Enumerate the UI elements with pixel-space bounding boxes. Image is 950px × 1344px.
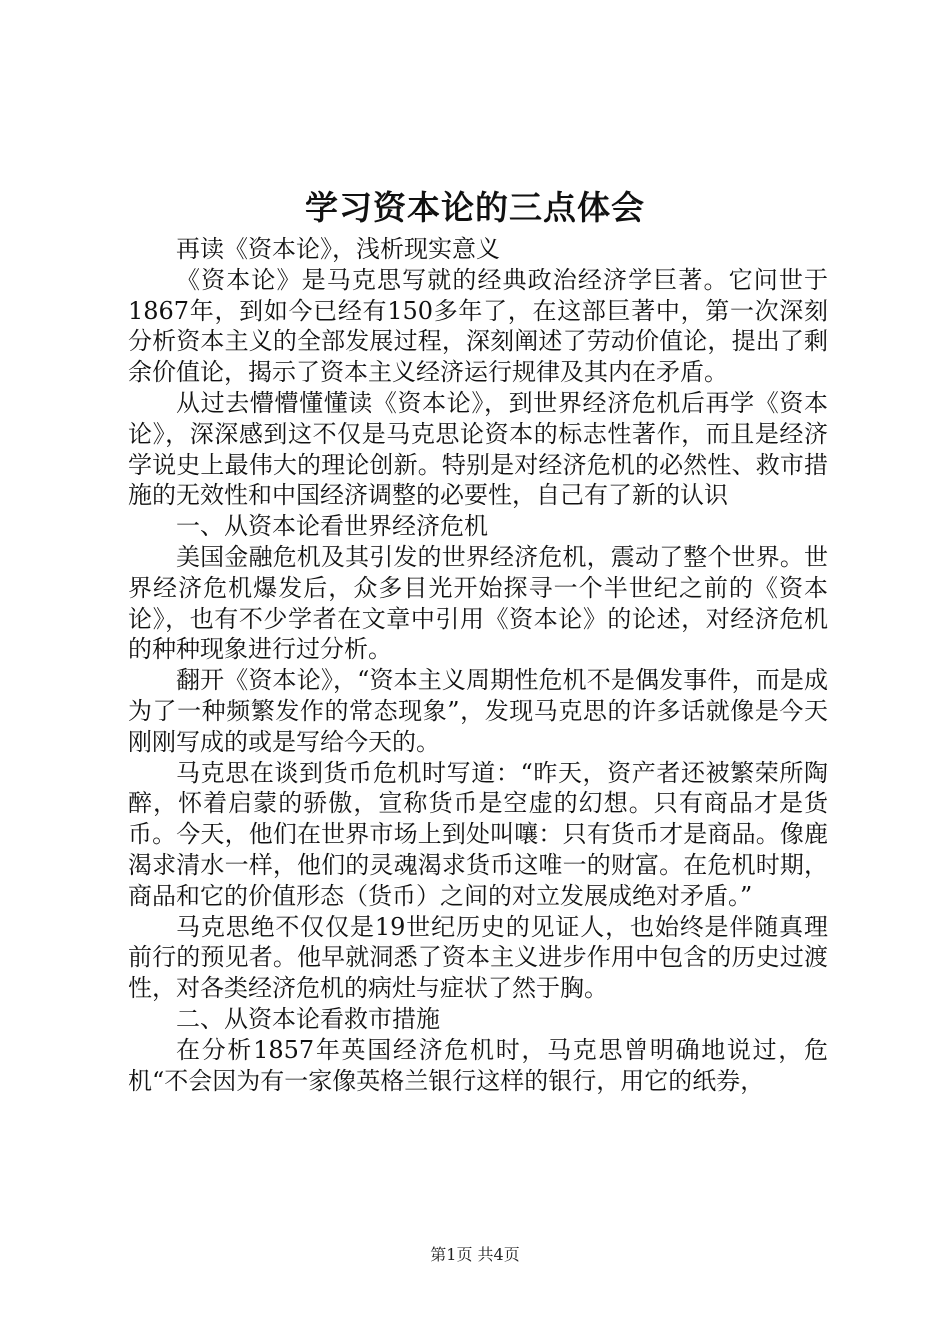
page-title: 学习资本论的三点体会 [305, 188, 645, 227]
body-paragraph: 翻开《资本论》，“资本主义周期性危机不是偶发事件，而是成为了一种频繁发作的常态现象”，发现马克思的许多话就像是今天刚刚写成的或是写给今天的。 [128, 666, 828, 756]
body-paragraph: 马克思绝不仅仅是19世纪历史的见证人，也始终是伴随真理前行的预见者。他早就洞悉了资本主义进步作用中包含的历史过渡性，对各类经济危机的病灶与症状了然于胸。 [128, 912, 828, 1003]
section-heading: 一、从资本论看世界经济危机 [176, 512, 488, 541]
body-paragraph: 在分析1857年英国经济危机时，马克思曾明确地说过，危机“不会因为有一家像英格兰银行这样的银行，用它的纸券， [128, 1035, 828, 1095]
body-paragraph: 从过去懵懵懂懂读《资本论》，到世界经济危机后再学《资本论》，深深感到这不仅是马克思论资本的标志性著作，而且是经济学说史上最伟大的理论创新。特别是对经济危机的必然性、救市措施的无效性和中国经济调整的必要性，自己有了新的认识 [128, 388, 828, 510]
document-body [128, 234, 828, 1096]
body-paragraph: 《资本论》是马克思写就的经典政治经济学巨著。它问世于1867年，到如今已经有150多年了，在这部巨著中，第一次深刻分析资本主义的全部发展过程，深刻阐述了劳动价值论，提出了剩余价值论，揭示了资本主义经济运行规律及其内在矛盾。 [128, 265, 828, 387]
subtitle-paragraph: 再读《资本论》，浅析现实意义 [176, 235, 500, 263]
page-footer: 第1页 共4页 [430, 1245, 520, 1264]
section-heading: 二、从资本论看救市措施 [176, 1004, 440, 1033]
body-paragraph: 马克思在谈到货币危机时写道：“昨天，资产者还被繁荣所陶醉，怀着启蒙的骄傲，宣称货币是空虚的幻想。只有商品才是货币。今天，他们在世界市场上到处叫嚷：只有货币才是商品。像鹿渴求清水一样，他们的灵魂渴求货币这唯一的财富。在危机时期，商品和它的价值形态（货币）之间的对立发展成绝对矛盾。” [128, 758, 828, 910]
body-paragraph: 美国金融危机及其引发的世界经济危机，震动了整个世界。世界经济危机爆发后，众多目光开始探寻一个半世纪之前的《资本论》，也有不少学者在文章中引用《资本论》的论述，对经济危机的种种现象进行过分析。 [128, 542, 828, 664]
